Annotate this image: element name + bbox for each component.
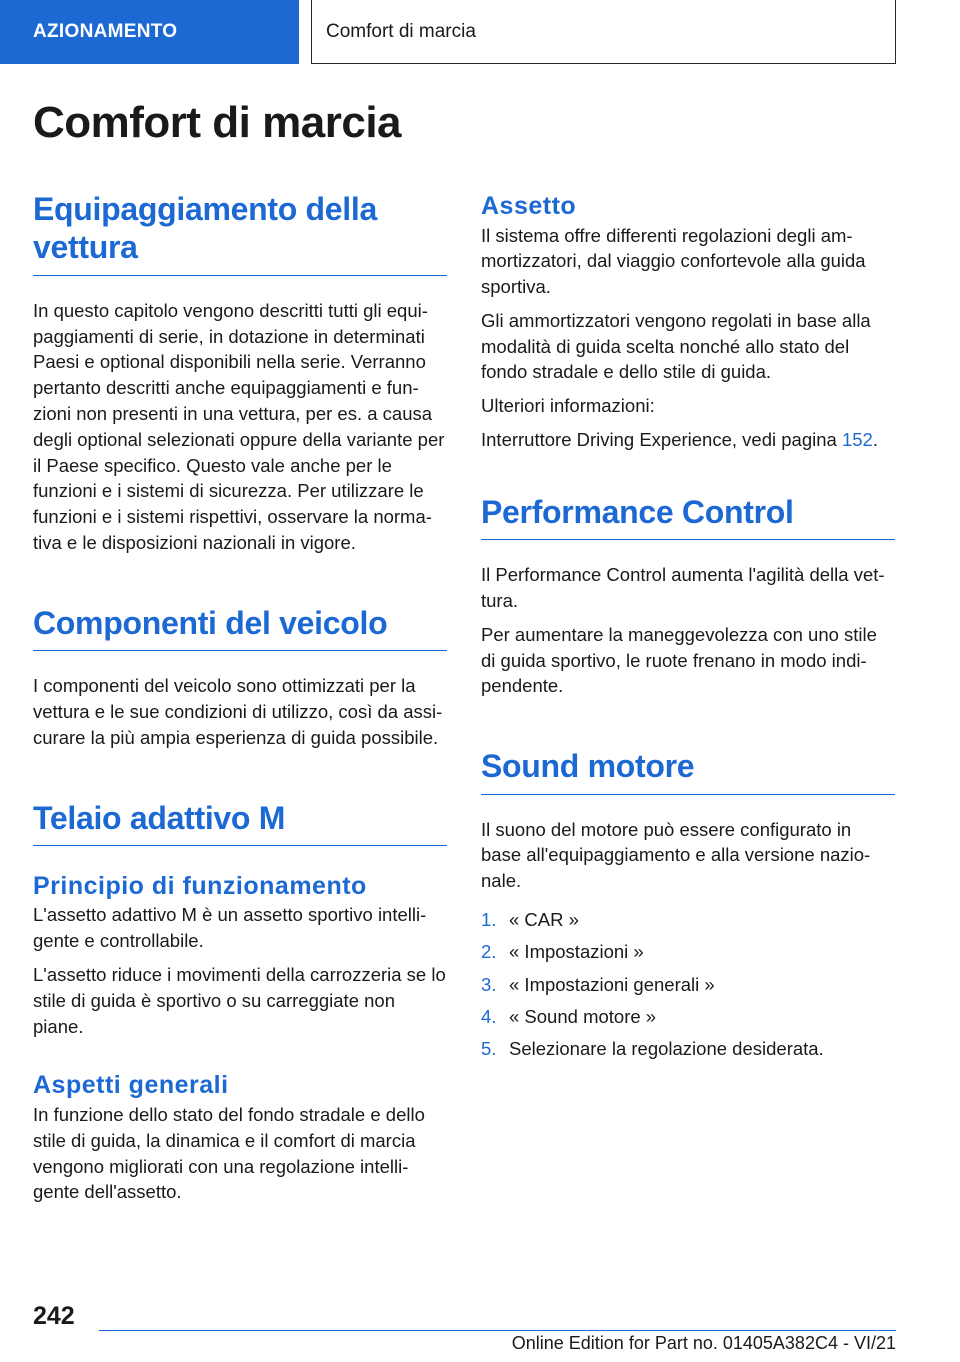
- paragraph-principio-2: L'assetto riduce i movimenti della carrozzeria se lo stile di guida è sportivo o su carreggiate non piane.: [33, 964, 446, 1037]
- paragraph-principio-1: L'assetto adattivo M è un assetto sportivo intelli-gente e controllabile.: [33, 904, 427, 952]
- paragraph-equipaggiamento: In questo capitolo vengono descritti tutti gli equi-paggiamenti di serie, in dotazione in determinati Paesi e optional disponibili nella serie. Verranno pertanto descritti anche equipaggiamenti e fun-zioni non presenti in una vettura, per es. a causa degli optional selezionati oppure della variante per il Paese specifico. Questo vale anche per le funzioni e i sistemi di sicurezza. Per utilizzare le funzioni e i sistemi rispettivi, osservare la norma-tiva e le disposizioni nazionali in vigore.: [33, 299, 445, 553]
- paragraph-componenti: I componenti del veicolo sono ottimizzati per la vettura e le sue condizioni di utilizzo, così da assi-curare la più ampia esperienza di guida possibile.: [33, 675, 443, 748]
- paragraph-sound: Il suono del motore può essere configurato in base all'equipaggiamento e alla versione nazio-nale.: [481, 818, 871, 892]
- step-text: « Impostazioni »: [509, 941, 644, 963]
- step-number: 1.: [481, 909, 497, 931]
- heading-aspetti-generali: Aspetti generali: [33, 1071, 229, 1100]
- page-reference-link[interactable]: 152: [841, 429, 873, 451]
- header-section-label: AZIONAMENTO: [0, 0, 299, 64]
- paragraph-performance-1: Il Performance Control aumenta l'agilità della vet-tura.: [481, 564, 885, 612]
- heading-componenti: Componenti del veicolo: [33, 604, 447, 651]
- left-column: [33, 190, 447, 1205]
- footer-divider: [99, 1330, 896, 1331]
- right-column: [481, 190, 895, 1069]
- paragraph-aspetti-generali: In funzione dello stato del fondo stradale e dello stile di guida, la dinamica e il comfort di marcia vengono migliorati con una regolazione intelli-gente dell'assetto.: [33, 1103, 425, 1203]
- list-item: [481, 972, 895, 998]
- header-chapter-label: Comfort di marcia: [311, 0, 896, 64]
- paragraph-performance-2: Per aumentare la maneggevolezza con uno stile di guida sportivo, le ruote frenano in modo indi-pendente.: [481, 623, 877, 697]
- step-text: « Sound motore »: [509, 1005, 657, 1027]
- list-item: [481, 1036, 895, 1062]
- step-number: 3.: [481, 973, 497, 995]
- heading-principio: Principio di funzionamento: [33, 871, 367, 900]
- cross-reference-text: Interruttore Driving Experience, vedi pagina: [481, 429, 842, 451]
- heading-telaio: Telaio adattivo M: [33, 799, 447, 846]
- heading-equipaggiamento: Equipaggiamento della vettura: [33, 190, 447, 276]
- paragraph-assetto-2: Gli ammortizzatori vengono regolati in base alla modalità di guida scelta nonché allo stato del fondo stradale e dello stile di guida.: [481, 309, 871, 383]
- heading-sound-motore: Sound motore: [481, 747, 895, 794]
- footer-edition-text: Online Edition for Part no. 01405A382C4 - VI/21: [511, 1333, 896, 1353]
- paragraph-assetto-3: Ulteriori informazioni:: [481, 395, 655, 417]
- list-item: [481, 939, 895, 965]
- heading-performance-control: Performance Control: [481, 493, 895, 540]
- step-number: 2.: [481, 941, 497, 963]
- heading-assetto: Assetto: [481, 192, 577, 220]
- list-item: [481, 1004, 895, 1030]
- step-number: 5.: [481, 1038, 497, 1060]
- page-title: Comfort di marcia: [33, 98, 402, 147]
- step-text: « Impostazioni generali »: [509, 973, 715, 995]
- sound-steps-list: [481, 907, 895, 1062]
- step-number: 4.: [481, 1005, 497, 1027]
- paragraph-assetto-4: [481, 427, 895, 453]
- page-number: 242: [33, 1302, 75, 1330]
- list-item: [481, 907, 895, 933]
- cross-reference-end: .: [872, 429, 878, 451]
- paragraph-assetto-1: Il sistema offre differenti regolazioni degli am-mortizzatori, dal viaggio confortevole alla guida sportiva.: [481, 224, 866, 298]
- step-text: « CAR »: [509, 909, 579, 931]
- step-text: Selezionare la regolazione desiderata.: [509, 1038, 824, 1060]
